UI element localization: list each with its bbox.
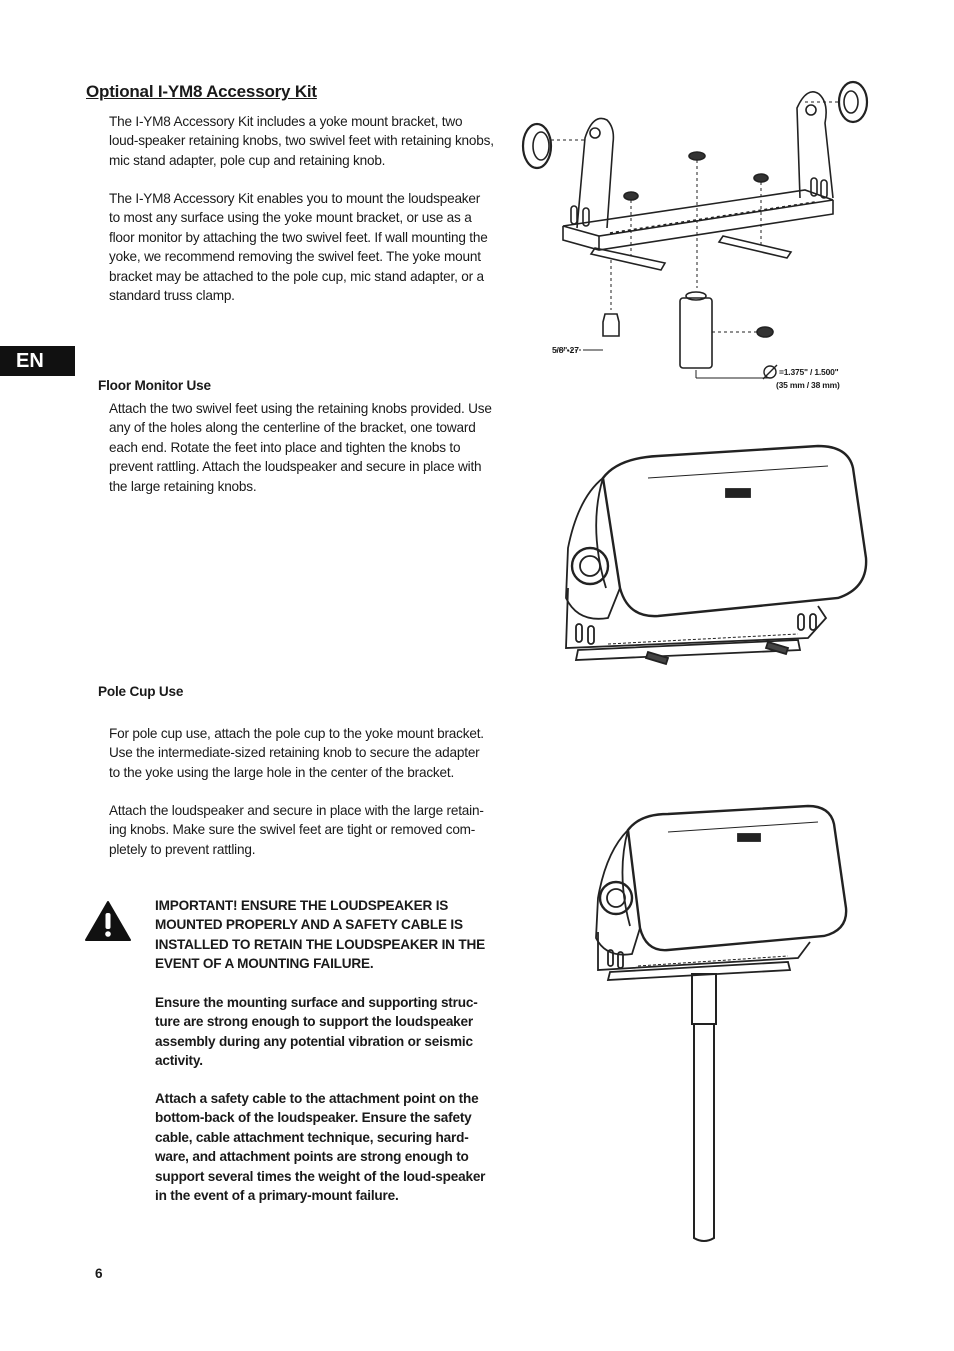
pole-mount-illustration bbox=[588, 802, 853, 1246]
warning-text-2: Ensure the mounting surface and supporting struc-ture are strong enough to support the loudspeaker assembly during any potential vibration or seismic activity. bbox=[155, 995, 478, 1069]
diameter-label-2: (35 mm / 38 mm) bbox=[776, 380, 840, 390]
floor-monitor-heading: Floor Monitor Use bbox=[98, 378, 211, 393]
diameter-label-1: =1.375" / 1.500" bbox=[779, 367, 839, 377]
page-number: 6 bbox=[95, 1266, 103, 1281]
language-tab: EN bbox=[0, 346, 75, 376]
section-title: Optional I-YM8 Accessory Kit bbox=[86, 82, 317, 101]
pole-cup-text-1: For pole cup use, attach the pole cup to the yoke mount bracket. Use the intermediate-sized retaining knob to secure the adapter to the yoke using the large hole in the center of the bracket. bbox=[109, 726, 484, 780]
intro-paragraph-1: The I-YM8 Accessory Kit includes a yoke mount bracket, two loud-speaker retaining knobs, two swivel feet with retaining knobs, mic stand adapter, pole cup and retaining knob. bbox=[109, 114, 494, 168]
warning-text-3: Attach a safety cable to the attachment point on the bottom-back of the loudspeaker. Ensure the safety cable, cable attachment technique, securing hard-ware, and attachment points are strong enough to support several times the weight of the loud-speaker in the event of a primary-mount failure. bbox=[155, 1091, 486, 1204]
pole-cup-text-2: Attach the loudspeaker and secure in place with the large retain-ing knobs. Make sure the swivel feet are tight or removed com-pletely to prevent rattling. bbox=[109, 803, 484, 857]
warning-text-1: IMPORTANT! ENSURE THE LOUDSPEAKER IS MOUNTED PROPERLY AND A SAFETY CABLE IS INSTALLED TO RETAIN THE LOUDSPEAKER IN THE EVENT OF A MOUNTING FAILURE. bbox=[155, 898, 485, 972]
floor-monitor-illustration bbox=[548, 438, 873, 670]
pole-cup-heading: Pole Cup Use bbox=[98, 684, 184, 699]
floor-monitor-text: Attach the two swivel feet using the retaining knobs provided. Use any of the holes along the centerline of the bracket, one toward each end. Rotate the feet into place and tighten the knobs to prevent rattling. Attach the loudspeaker and secure in place with the large retaining knobs. bbox=[109, 401, 492, 494]
warning-triangle-icon bbox=[84, 900, 132, 942]
thread-size-label: 5/8"-27 bbox=[552, 345, 579, 355]
intro-paragraph-2: The I-YM8 Accessory Kit enables you to mount the loudspeaker to most any surface using the yoke mount bracket, or use as a floor monitor by attaching the two swivel feet. If wall mounting the yoke, we recommend removing the swivel feet. The yoke mount bracket may be attached to the pole cup, mic stand adapter, or a standard truss clamp. bbox=[109, 191, 488, 304]
